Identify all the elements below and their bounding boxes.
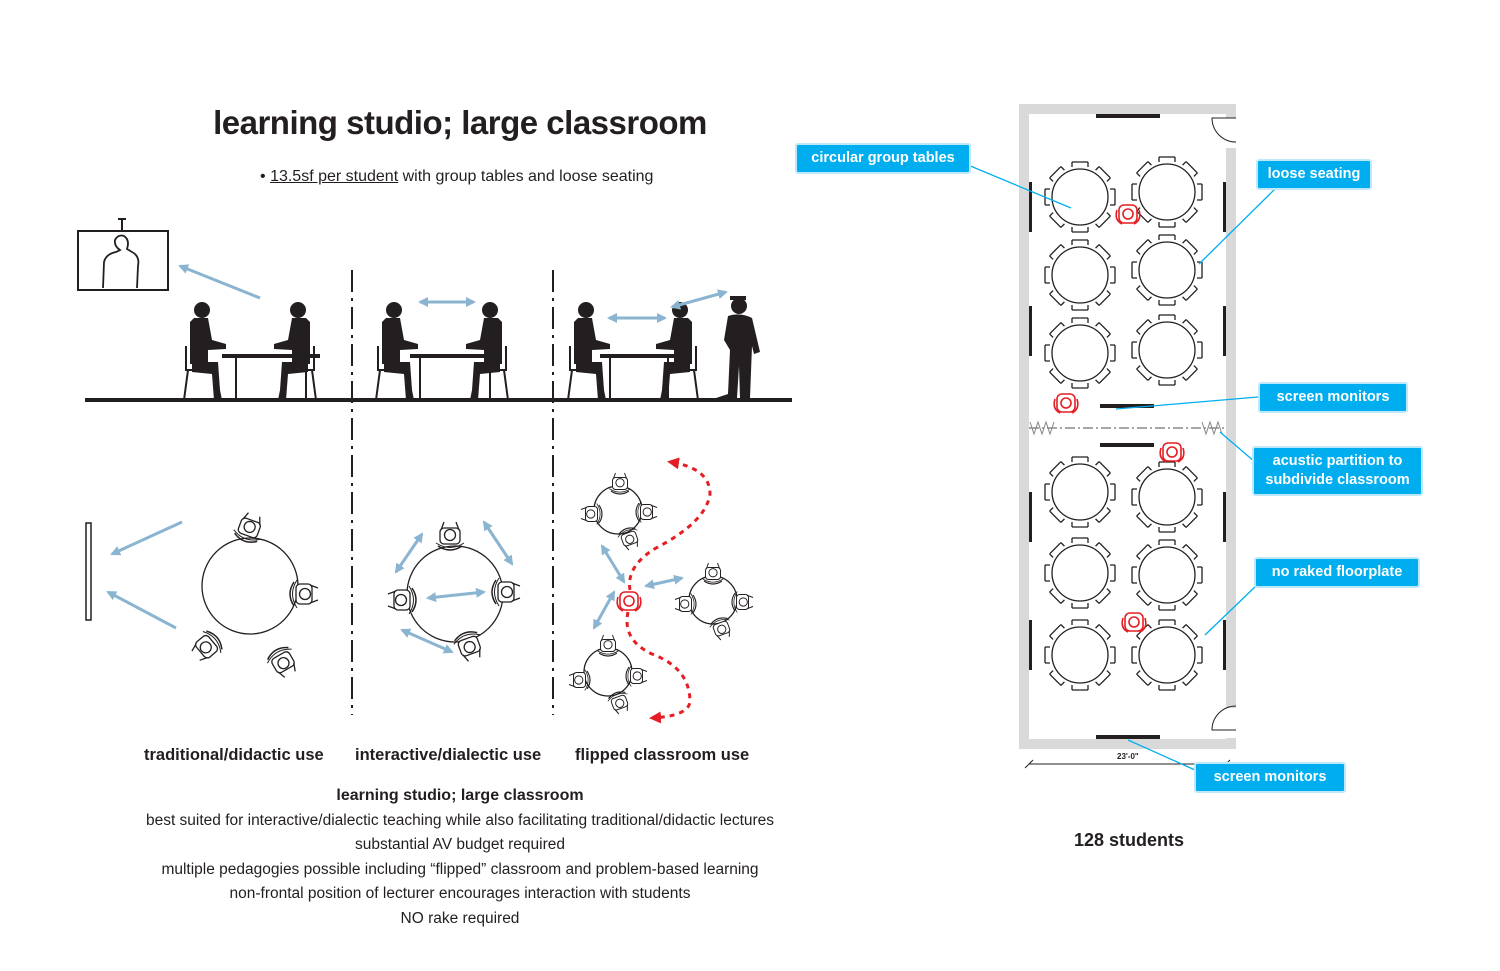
screen-monitor-icon bbox=[1100, 443, 1154, 447]
callout-acoustic-line1: acustic partition to bbox=[1272, 453, 1403, 469]
description-heading: learning studio; large classroom bbox=[336, 787, 584, 804]
subtitle-rest: with group tables and loose seating bbox=[402, 168, 654, 185]
description-line: non-frontal position of lecturer encourages interaction with students bbox=[229, 885, 691, 903]
plan-interactive bbox=[388, 522, 520, 664]
description-line: substantial AV budget required bbox=[355, 836, 565, 854]
screen-monitor-icon bbox=[1096, 735, 1160, 739]
callout-acoustic-line2: subdivide classroom bbox=[1265, 472, 1410, 488]
caption-interactive: interactive/dialectic use bbox=[355, 746, 542, 764]
description-line: NO rake required bbox=[400, 909, 520, 927]
plan-flipped bbox=[569, 462, 753, 718]
standing-lecturer-icon bbox=[716, 296, 760, 398]
capacity-label: 128 students bbox=[1074, 830, 1185, 850]
elevation-interactive bbox=[376, 302, 508, 400]
elevation-traditional bbox=[184, 302, 320, 400]
page-title: learning studio; large classroom bbox=[213, 104, 707, 141]
elevation-flipped bbox=[568, 292, 760, 400]
description-block bbox=[60, 784, 860, 932]
callout-circular-group-tables: circular group tables bbox=[795, 143, 971, 174]
caption-flipped: flipped classroom use bbox=[575, 746, 750, 764]
callout-loose-seating: loose seating bbox=[1256, 159, 1372, 190]
caption-traditional: traditional/didactic use bbox=[144, 746, 324, 764]
description-line: multiple pedagogies possible including “flipped” classroom and problem-based learning bbox=[161, 860, 759, 878]
callout-screen-monitors-mid: screen monitors bbox=[1258, 382, 1408, 413]
callout-no-raked-floorplate: no raked floorplate bbox=[1254, 557, 1420, 588]
floor-plan bbox=[1019, 104, 1236, 768]
screen-monitor-icon bbox=[1096, 114, 1160, 118]
view-arrow bbox=[180, 266, 260, 298]
dimension-label: 23'-0" bbox=[1117, 752, 1139, 761]
plan-traditional bbox=[86, 510, 318, 681]
subtitle-density: 13.5sf per student bbox=[270, 168, 399, 185]
tv-screen-icon bbox=[78, 219, 168, 290]
subtitle-bullet: • bbox=[260, 168, 266, 185]
subtitle bbox=[260, 168, 653, 186]
description-line: best suited for interactive/dialectic teaching while also facilitating traditional/didactic lectures bbox=[145, 811, 775, 829]
callout-acoustic-partition bbox=[1252, 446, 1423, 496]
callout-screen-monitors-bottom: screen monitors bbox=[1194, 762, 1346, 793]
